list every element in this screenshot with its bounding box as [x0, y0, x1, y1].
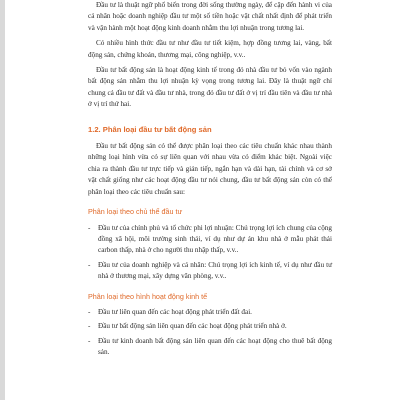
list-by-activity — [88, 307, 332, 359]
subheading-by-investor: Phân loại theo chủ thể đầu tư — [88, 207, 183, 217]
list-item: - Đầu tư của doanh nghiệp và cá nhân: Chú trọng lợi ích kinh tế, ví dụ như đầu tư nhà ở thương mại, xây dựng văn phòng, v.v.. — [88, 260, 332, 283]
list-item: - Đầu tư kinh doanh bất động sản liên quan đến các hoạt động cho thuê bất động sản. — [88, 336, 332, 359]
list-by-investor — [88, 223, 332, 283]
paragraph-classification-intro: Đầu tư bất động sản có thể được phân loại theo các tiêu chuẩn khác nhau thành những loại hình vừa có sự liên quan với nhau vừa có điểm khác biệt. Ngoài việc chia ra thành đầu tư trực tiếp và gián tiếp, ngắn hạn và dài hạn, tài chính và cơ sở vật chất giống như các hoạt động đầu tư nói chung, đầu tư bất động sản còn có thể phân loại theo các tiêu chuẩn sau: — [88, 142, 332, 196]
list-item: - Đầu tư liên quan đến các hoạt động phát triển đất đai. — [88, 307, 332, 318]
paragraph-investment-forms: Có nhiều hình thức đầu tư như đầu tư tiết kiệm, hợp đồng tương lai, vàng, bất động sản, chứng khoán, thương mại, công nghiệp, v.v.. — [88, 39, 332, 59]
list-item: - Đầu tư của chính phủ và tổ chức phi lợi nhuận: Chú trọng lợi ích chung của cộng đồng xã hội, môi trường sinh thái, ví dụ như dự án khu nhà ở mẫu phát thải carbon thấp, nhà ở cho người thu nhập thấp, v.v.. — [88, 223, 332, 257]
list-item: - Đầu tư bất động sản liên quan đến các hoạt động phát triển nhà ở. — [88, 321, 332, 332]
paragraph-investment-definition: Đầu tư là thuật ngữ phổ biến trong đời sống thường ngày, để cập đến hành vi của cá nhân hoặc doanh nghiệp đầu tư một số tiền hoặc vật chất nhất định để phát triển và vận hành một hoạt động kinh doanh nhằm thu lợi nhuận trong tương lai. — [88, 1, 332, 32]
left-edge-bar — [0, 0, 5, 400]
page-content — [88, 0, 332, 359]
subheading-by-activity: Phân loại theo hình hoạt động kinh tế — [88, 291, 208, 301]
section-heading: 1.2. Phân loại đầu tư bất động sản — [88, 124, 212, 134]
paragraph-real-estate-investment: Đầu tư bất động sản là hoạt động kinh tế trong đó nhà đầu tư bỏ vốn vào ngành bất động sản nhằm thu lợi nhuận kỳ vọng trong tương lai. Đây là thuật ngữ chỉ chung cả đầu tư đất và đầu tư nhà, trong đó đầu tư đất ở vị trí đầu tiên và đầu tư nhà ở vị trí thứ hai. — [88, 66, 332, 109]
